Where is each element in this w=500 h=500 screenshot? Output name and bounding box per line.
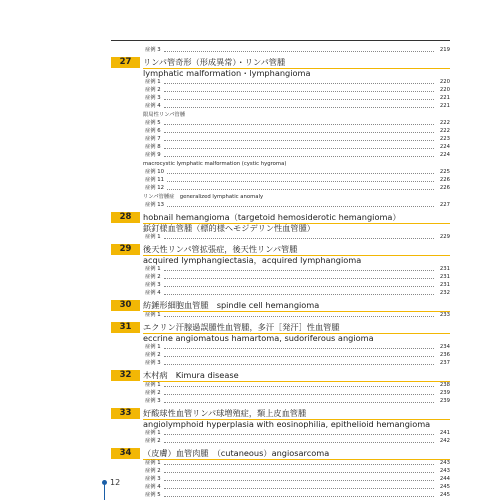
entry-page: 238 [439,382,450,388]
chapter-heading [111,322,450,333]
toc-entry [111,281,450,289]
entry-page: 221 [439,103,450,109]
toc-entry [111,233,450,241]
dot-leader [164,277,434,279]
entry-label: 症例 12 [145,185,165,191]
toc-entry [111,135,450,143]
top-rule [111,40,450,41]
entry-label: 症例 2 [145,468,161,474]
entry-label: 症例 1 [145,79,161,85]
chapter-number: 29 [111,244,140,255]
chapter-subtitle: 鋲釘様血管腫（標的様ヘモジデリン性血管腫） [143,223,315,233]
entry-label: 症例 2 [145,438,161,444]
entry-page: 232 [439,290,450,296]
toc-entry [111,351,450,359]
entry-page: 226 [439,185,450,191]
chapter-number: 34 [111,448,140,459]
toc-entry [111,151,450,159]
chapter-number: 31 [111,322,140,333]
dot-leader [164,293,434,295]
entry-page: 221 [439,95,450,101]
dot-leader [164,487,434,489]
dot-leader [164,463,434,465]
entry-page: 222 [439,120,450,126]
chapter-title: 好酸球性血管リンパ球増殖症，類上皮血管腫 [143,408,450,420]
chapter-heading [111,300,450,311]
toc-entry [111,176,450,184]
entry-page: 231 [439,274,450,280]
entry-page: 226 [439,177,450,183]
entry-page: 219 [439,47,450,53]
toc-entry [111,381,450,389]
toc-entry [111,184,450,192]
entry-label: 症例 2 [145,274,161,280]
chapter-title: 木村病 Kimura disease [143,370,450,382]
entry-page: 220 [439,87,450,93]
entry-label: 症例 5 [145,120,161,126]
entry-page: 234 [439,344,450,350]
dot-leader [164,50,434,52]
dot-leader [164,123,434,125]
chapter-title: hobnail hemangioma（targetoid hemosiderotic hemangioma） [143,212,450,224]
entry-label: 症例 2 [145,352,161,358]
chapter-number: 30 [111,300,140,311]
dot-leader [164,433,434,435]
toc-entry [111,459,450,467]
entry-label: 症例 1 [145,430,161,436]
entry-page: 229 [439,234,450,240]
toc-entry [111,273,450,281]
dot-leader [164,393,434,395]
chapter-heading [111,212,450,223]
dot-leader [164,106,434,108]
toc-entry [111,119,450,127]
dot-leader [164,237,434,239]
entry-label: 症例 1 [145,234,161,240]
dot-leader [164,269,434,271]
toc-entry [111,201,450,209]
entry-page: 224 [439,144,450,150]
chapter-title: （皮膚）血管肉腫 （cutaneous）angiosarcoma [143,448,450,460]
entry-page: 239 [439,398,450,404]
section-subheading: 限局性リンパ管腫 [143,112,186,118]
chapter-subtitle: lymphatic malformation・lymphangioma [143,68,311,78]
entry-label: 症例 1 [145,344,161,350]
toc-entry [111,359,450,367]
chapter-number: 32 [111,370,140,381]
toc-entry [111,483,450,491]
toc-entry [111,429,450,437]
dot-leader [164,441,434,443]
entry-page: 242 [439,438,450,444]
dot-leader [164,155,434,157]
entry-label: 症例 13 [145,202,165,208]
toc-entry [111,78,450,86]
chapter-heading [111,370,450,381]
dot-leader [167,180,434,182]
toc-entry [111,46,450,54]
toc-entry [111,311,450,319]
chapter-heading [111,408,450,419]
entry-label: 症例 1 [145,266,161,272]
dot-leader [164,479,434,481]
entry-label: 症例 8 [145,144,161,150]
dot-leader [164,98,434,100]
toc-entry [111,289,450,297]
entry-page: 231 [439,282,450,288]
dot-leader [164,82,434,84]
entry-page: 244 [439,476,450,482]
dot-leader [167,205,434,207]
toc-entry [111,86,450,94]
toc-entry [111,389,450,397]
entry-page: 243 [439,460,450,466]
entry-label: 症例 7 [145,136,161,142]
dot-leader [164,285,434,287]
page-dot-icon [102,480,107,485]
dot-leader [164,471,434,473]
entry-label: 症例 3 [145,95,161,101]
toc-entry [111,168,450,176]
toc-entry [111,475,450,483]
entry-label: 症例 3 [145,47,161,53]
toc-entry [111,397,450,405]
chapter-heading [111,448,450,459]
toc-entry [111,94,450,102]
dot-leader [164,90,434,92]
toc-entry [111,491,450,499]
toc-entry [111,265,450,273]
chapter-title: 紡錘形細胞血管腫 spindle cell hemangioma [143,300,450,312]
entry-label: 症例 1 [145,460,161,466]
chapter-heading [111,57,450,68]
entry-page: 223 [439,136,450,142]
section-subheading: macrocystic lymphatic malformation (cystic hygroma) [143,161,287,167]
entry-page: 225 [439,169,450,175]
chapter-subtitle: angiolymphoid hyperplasia with eosinophilia, epithelioid hemangioma [143,419,431,429]
entry-label: 症例 2 [145,390,161,396]
entry-label: 症例 3 [145,398,161,404]
page-number: 12 [110,478,121,487]
toc-entry [111,143,450,151]
entry-label: 症例 4 [145,290,161,296]
entry-page: 239 [439,390,450,396]
chapter-title: リンパ管奇形（形成異常）・リンパ管腫 [143,57,450,69]
entry-label: 症例 3 [145,360,161,366]
entry-page: 222 [439,128,450,134]
entry-page: 227 [439,202,450,208]
chapter-number: 28 [111,212,140,223]
chapter-subtitle: acquired lymphangiectasia，acquired lymphangioma [143,255,362,265]
entry-page: 224 [439,152,450,158]
toc-entry [111,102,450,110]
dot-leader [164,363,434,365]
dot-leader [164,401,434,403]
dot-leader [164,347,434,349]
section-subheading: リンパ管腫症 generalized lymphatic anomaly [143,194,264,200]
dot-leader [164,131,434,133]
entry-label: 症例 10 [145,169,165,175]
entry-label: 症例 1 [145,312,161,318]
chapter-heading [111,244,450,255]
toc-entry [111,127,450,135]
entry-page: 237 [439,360,450,366]
entry-page: 236 [439,352,450,358]
dot-leader [164,385,434,387]
chapter-subtitle: eccrine angiomatous hamartoma, sudoriferous angioma [143,333,374,343]
chapter-title: 後天性リンパ管拡張症，後天性リンパ管腫 [143,244,450,256]
chapter-number: 33 [111,408,140,419]
toc-entry [111,467,450,475]
entry-page: 220 [439,79,450,85]
entry-label: 症例 4 [145,103,161,109]
dot-leader [164,355,434,357]
dot-leader [167,188,434,190]
entry-page: 241 [439,430,450,436]
entry-label: 症例 3 [145,282,161,288]
entry-page: 243 [439,468,450,474]
toc-entry [111,437,450,445]
entry-label: 症例 5 [145,492,161,498]
entry-page: 245 [439,484,450,490]
entry-label: 症例 9 [145,152,161,158]
entry-page: 245 [439,492,450,498]
entry-page: 233 [439,312,450,318]
entry-page: 231 [439,266,450,272]
chapter-title: エクリン汗腺過誤腫性血管腫，多汗［発汗］性血管腫 [143,322,450,334]
page-footer [102,478,120,487]
dot-leader [164,147,434,149]
dot-leader [167,172,434,174]
chapter-number: 27 [111,57,140,68]
entry-label: 症例 3 [145,476,161,482]
entry-label: 症例 1 [145,382,161,388]
dot-leader [164,139,434,141]
dot-leader [164,495,434,497]
entry-label: 症例 2 [145,87,161,93]
toc-entry [111,343,450,351]
dot-leader [164,315,434,317]
entry-label: 症例 11 [145,177,165,183]
entry-label: 症例 4 [145,484,161,490]
entry-label: 症例 6 [145,128,161,134]
table-of-contents [111,46,450,499]
